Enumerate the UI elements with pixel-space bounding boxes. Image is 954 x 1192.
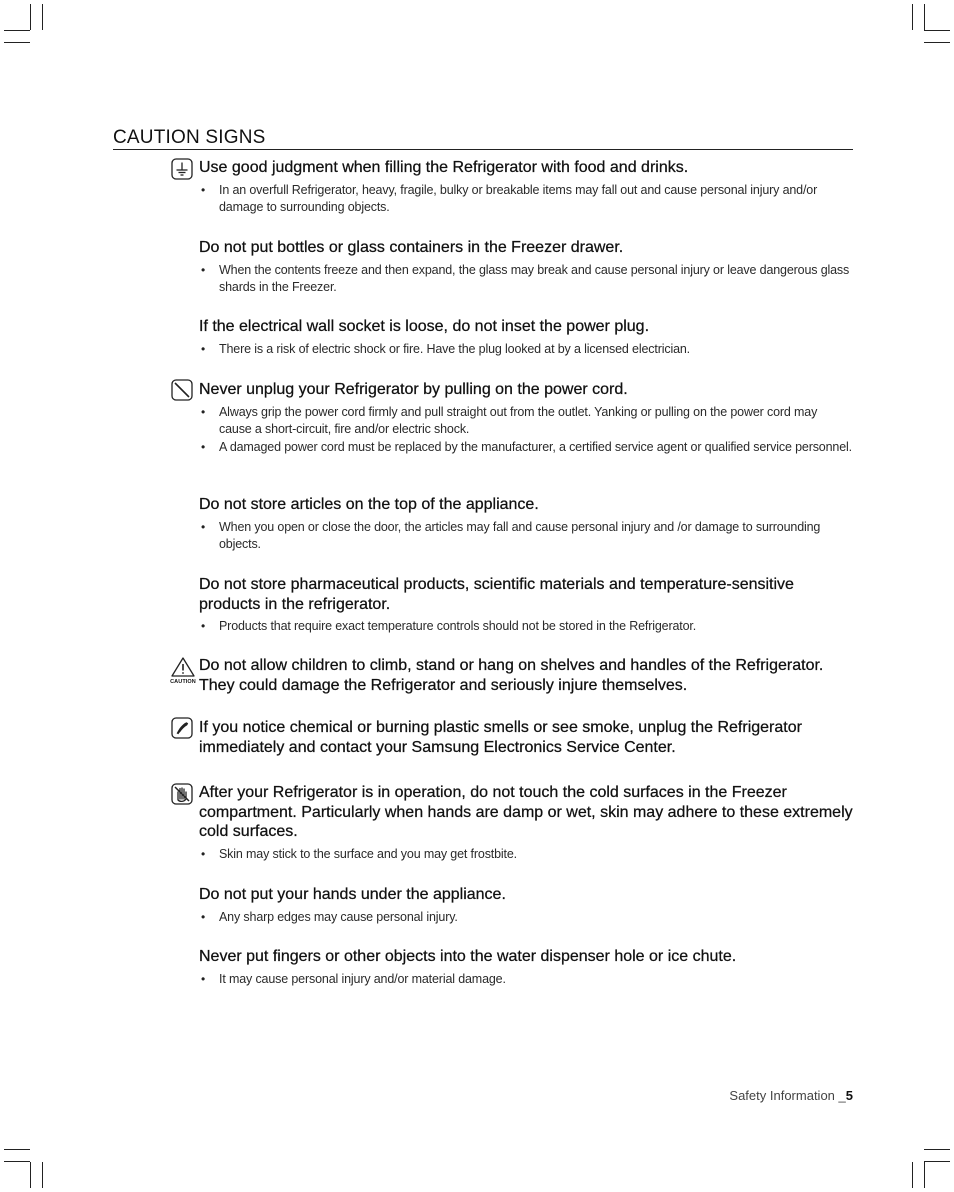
bullet-item: • Always grip the power cord firmly and pull straight out from the outlet. Yanking or pulling on the power cord may cause a short-circuit, fire and/or electric shock.: [199, 404, 853, 438]
crop-mark: [924, 1162, 925, 1188]
crop-mark: [924, 42, 950, 43]
bullet-item: • In an overfull Refrigerator, heavy, fragile, bulky or breakable items may fall out and cause personal injury and/or damage to surrounding objects.: [199, 182, 853, 216]
crop-mark: [4, 42, 30, 43]
crop-mark: [30, 1162, 31, 1188]
crop-mark: [30, 4, 31, 30]
item-heading: Never put fingers or other objects into the water dispenser hole or ice chute.: [199, 948, 737, 965]
bullet-list: [199, 909, 853, 926]
phone-icon: [171, 717, 193, 739]
bullet-list: [199, 971, 853, 988]
bullet-list: [199, 404, 853, 456]
item-heading: Do not allow children to climb, stand or hang on shelves and handles of the Refrigerator. They could damage the Refrigerator and seriously injure themselves.: [199, 657, 824, 694]
crop-mark: [924, 1161, 950, 1162]
ground-icon: [171, 158, 193, 180]
bullet-item: • There is a risk of electric shock or fire. Have the plug looked at by a licensed electrician.: [199, 341, 853, 358]
bullet-item: • Skin may stick to the surface and you may get frostbite.: [199, 846, 853, 863]
bullet-list: [199, 618, 853, 635]
caution-item: [199, 317, 853, 359]
caution-item: [199, 575, 853, 636]
crop-mark: [924, 30, 950, 31]
caution-item: [199, 238, 853, 297]
caution-item: [199, 718, 853, 757]
crop-mark: [4, 1161, 30, 1162]
item-heading: Use good judgment when filling the Refrigerator with food and drinks.: [199, 159, 689, 176]
caution-item: [199, 947, 853, 989]
item-heading: After your Refrigerator is in operation, do not touch the cold surfaces in the Freezer compartment. Particularly when hands are damp or wet, skin may adhere to these extremely cold surfaces.: [199, 784, 853, 840]
bullet-item: • When the contents freeze and then expand, the glass may break and cause personal injury or leave dangerous glass shards in the Freezer.: [199, 262, 853, 296]
caution-item: [199, 656, 853, 695]
caution-item: [199, 158, 853, 217]
caution-item: [199, 495, 853, 554]
item-heading: If you notice chemical or burning plastic smells or see smoke, unplug the Refrigerator immediately and contact your Samsung Electronics Service Center.: [199, 719, 802, 756]
bullet-list: [199, 182, 853, 216]
bullet-item: • A damaged power cord must be replaced by the manufacturer, a certified service agent or qualified service personnel.: [199, 439, 853, 456]
caution-item: [199, 380, 853, 457]
crop-mark: [42, 4, 43, 30]
caution-triangle-icon: [168, 656, 198, 688]
section-title-rule: [113, 149, 853, 150]
prohibited-icon: [171, 379, 193, 401]
bullet-item: • Any sharp edges may cause personal injury.: [199, 909, 853, 926]
page-number: 5: [845, 1088, 853, 1103]
caution-item: [199, 783, 853, 864]
item-heading: Do not put your hands under the appliance.: [199, 886, 506, 903]
crop-mark: [42, 1162, 43, 1188]
bullet-item: • It may cause personal injury and/or material damage.: [199, 971, 853, 988]
crop-mark: [912, 4, 913, 30]
crop-mark: [912, 1162, 913, 1188]
caution-icon-label: CAUTION: [170, 679, 196, 685]
no-touch-hand-icon: [171, 783, 193, 805]
item-heading: Do not put bottles or glass containers in the Freezer drawer.: [199, 239, 624, 256]
bullet-list: [199, 262, 853, 296]
crop-mark: [4, 30, 30, 31]
bullet-item: • Products that require exact temperature controls should not be stored in the Refrigerator.: [199, 618, 853, 635]
crop-mark: [4, 1149, 30, 1150]
crop-mark: [924, 1149, 950, 1150]
footer-section-name: Safety Information: [729, 1088, 835, 1103]
page-footer: [729, 1088, 853, 1103]
item-heading: Do not store articles on the top of the appliance.: [199, 496, 539, 513]
item-heading: Never unplug your Refrigerator by pulling on the power cord.: [199, 381, 628, 398]
bullet-list: [199, 341, 853, 358]
section-title: CAUTION SIGNS: [113, 127, 266, 148]
item-heading: If the electrical wall socket is loose, do not inset the power plug.: [199, 318, 650, 335]
caution-item: [199, 885, 853, 927]
bullet-list: [199, 519, 853, 553]
bullet-list: [199, 846, 853, 863]
crop-mark: [924, 4, 925, 30]
item-heading: Do not store pharmaceutical products, scientific materials and temperature-sensitive products in the refrigerator.: [199, 576, 794, 613]
bullet-item: • When you open or close the door, the articles may fall and cause personal injury and /or damage to surrounding objects.: [199, 519, 853, 553]
footer-page-prefix: _: [838, 1088, 846, 1103]
